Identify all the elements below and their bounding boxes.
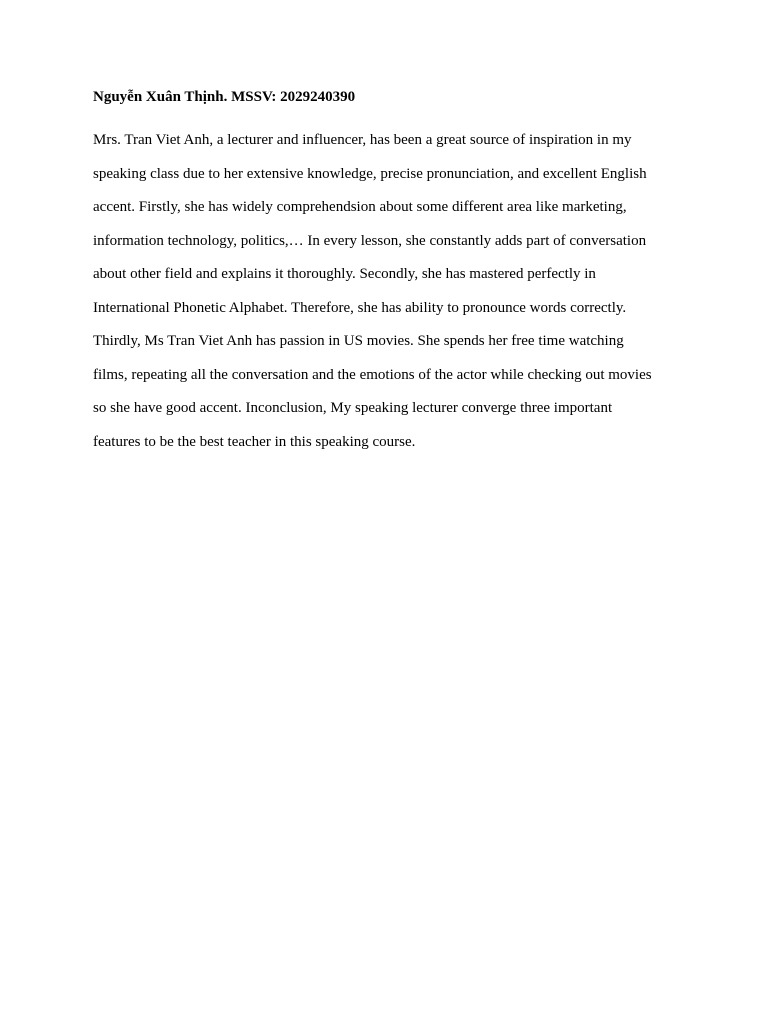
essay-paragraph bbox=[93, 124, 693, 459]
paragraph-line: films, repeating all the conversation and the emotions of the actor while checking out movies bbox=[93, 366, 652, 383]
paragraph-line: features to be the best teacher in this speaking course. bbox=[93, 433, 416, 450]
paragraph-line: Thirdly, Ms Tran Viet Anh has passion in US movies. She spends her free time watching bbox=[93, 333, 624, 349]
author-heading: Nguyễn Xuân Thịnh. MSSV: 2029240390 bbox=[93, 89, 356, 105]
paragraph-line: speaking class due to her extensive knowledge, precise pronunciation, and excellent English bbox=[93, 165, 647, 182]
paragraph-line: so she have good accent. Inconclusion, My speaking lecturer converge three important bbox=[93, 400, 613, 416]
paragraph-line: International Phonetic Alphabet. Therefore, she has ability to pronounce words correctly. bbox=[93, 299, 627, 316]
paragraph-line: accent. Firstly, she has widely comprehendsion about some different area like marketing, bbox=[93, 199, 627, 215]
paragraph-line: Mrs. Tran Viet Anh, a lecturer and influencer, has been a great source of inspiration in my bbox=[93, 132, 632, 148]
paragraph-line: about other field and explains it thoroughly. Secondly, she has mastered perfectly in bbox=[93, 266, 596, 282]
paragraph-line: information technology, politics,… In every lesson, she constantly adds part of conversation bbox=[93, 232, 647, 249]
